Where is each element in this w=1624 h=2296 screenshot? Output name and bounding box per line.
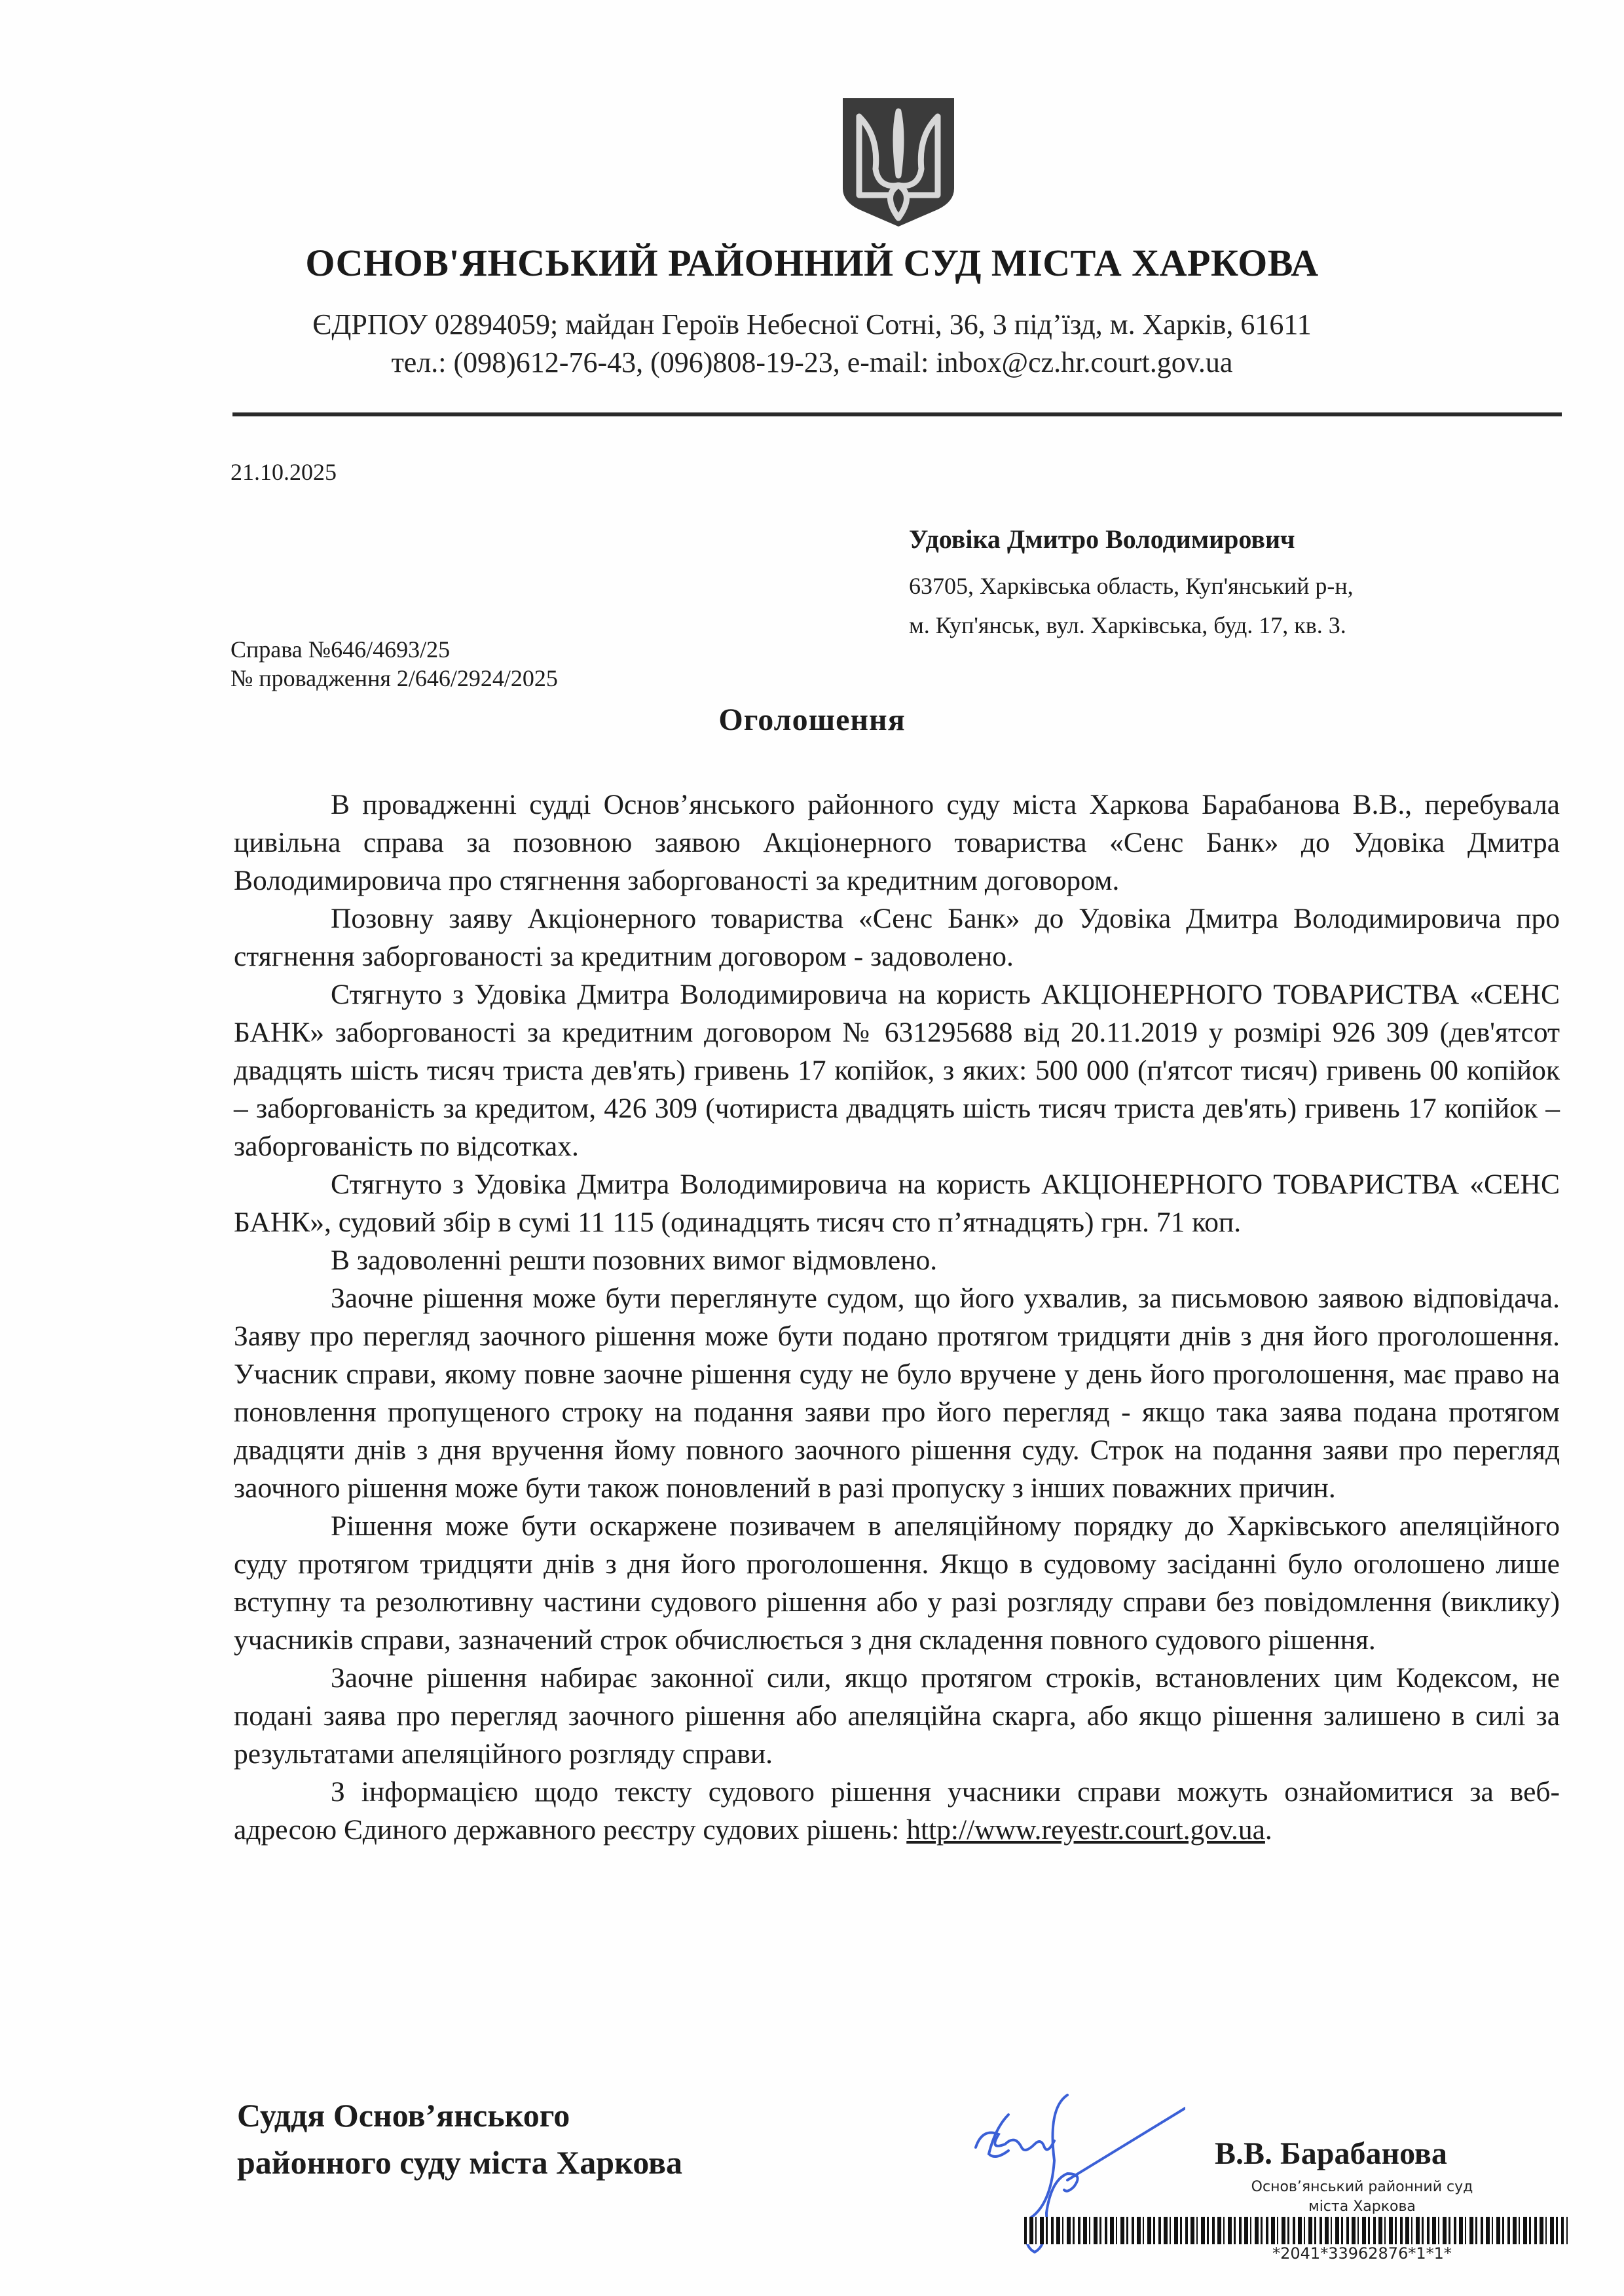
case-number: Справа №646/4693/25 (231, 636, 451, 663)
case-info (231, 635, 558, 693)
stamp-line-2: міста Харкова (1308, 2198, 1416, 2215)
registry-text: З інформацією щодо тексту судового рішення учасники справи можуть ознайомитися за веб-адресою Єдиного державного реєстру судових рішень: (234, 1776, 1560, 1846)
stamp-line-1: Основ’янський районний суд (1251, 2179, 1473, 2195)
body-paragraph: В задоволенні решти позовних вимог відмовлено. (331, 1245, 938, 1276)
barcode-number: *2041*33962876*1*1* (1272, 2244, 1452, 2263)
body-paragraph: В провадженні судді Основ’янського районного суду міста Харкова Барабанова В.В., перебувала цивільна справа за позовною заявою Акціонерного товариства «Сенс Банк» до Удовіка Дмитра Володимировича про стягнення заборгованості за кредитним договором. (234, 789, 1560, 896)
judge-position (237, 2092, 682, 2186)
court-registration-address: ЄДРПОУ 02894059; майдан Героїв Небесної Сотні, 36, 3 під’їзд, м. Харків, 61611 (312, 308, 1312, 340)
body-paragraph: Позовну заяву Акціонерного товариства «Сенс Банк» до Удовіка Дмитра Володимировича про стягнення заборгованості за кредитним договором - задоволено. (234, 903, 1560, 972)
document-title: Оголошення (718, 702, 906, 737)
announcement-body (234, 786, 1560, 1849)
signer-name: В.В. Барабанова (1215, 2136, 1447, 2171)
judge-position-line-1: Суддя Основ’янського (237, 2097, 570, 2134)
court-name: ОСНОВ'ЯНСЬКИЙ РАЙОННИЙ СУД МІСТА ХАРКОВА (305, 242, 1319, 284)
recipient-block (909, 524, 1354, 645)
body-paragraph: Заочне рішення може бути переглянуте судом, що його ухвалив, за письмовою заявою відповідача. Заяву про перегляд заочного рішення може бути подано протягом тридцяти днів з дня його проголошення. Учасник справи, якому повне заочне рішення суду не було вручене у день його проголошення, має право на поновлення пропущеного строку на подання заяви про його перегляд - якщо така заява подана протягом двадцяти днів з дня вручення йому повного заочного рішення суду. Строк на подання заяви про перегляд заочного рішення може бути також поновлений в разі пропуску з інших поважних причин. (234, 1283, 1560, 1504)
trident-emblem-icon (840, 97, 957, 228)
body-paragraph: Рішення може бути оскаржене позивачем в апеляційному порядку до Харківського апеляційного суду протягом тридцяти днів з дня його проголошення. Якщо в судовому засіданні було оголошено лише вступну та резолютивну частини судового рішення або у разі розгляду справи без повідомлення (виклику) учасників справи, зазначений строк обчислюється з дня складення повного судового рішення. (234, 1510, 1560, 1656)
judge-position-line-2: районного суду міста Харкова (237, 2144, 683, 2181)
court-contacts: тел.: (098)612-76-43, (096)808-19-23, e-mail: inbox@cz.hr.court.gov.ua (391, 346, 1233, 378)
body-paragraph-registry (234, 1773, 1560, 1849)
proceeding-number: № провадження 2/646/2924/2025 (231, 665, 558, 691)
document-date: 21.10.2025 (231, 459, 337, 485)
registry-suffix: . (1264, 1814, 1272, 1846)
recipient-address-line-2: м. Куп'янськ, вул. Харківська, буд. 17, кв. 3. (909, 612, 1346, 638)
electronic-stamp (1192, 2178, 1532, 2217)
document-barcode (1024, 2217, 1568, 2244)
recipient-name: Удовіка Дмитро Володимирович (909, 524, 1295, 554)
recipient-address-line-1: 63705, Харківська область, Куп'янський р-н, (909, 573, 1354, 599)
body-paragraph: Стягнуто з Удовіка Дмитра Володимировича на користь АКЦІОНЕРНОГО ТОВАРИСТВА «СЕНС БАНК», судовий збір в сумі 11 115 (одинадцять тисяч сто п’ятнадцять) грн. 71 коп. (234, 1169, 1560, 1238)
registry-link[interactable]: http://www.reyestr.court.gov.ua (906, 1814, 1265, 1846)
body-paragraph: Заочне рішення набирає законної сили, якщо протягом строків, встановлених цим Кодексом, не подані заява про перегляд заочного рішення або апеляційна скарга, або якщо рішення залишено в силі за результатами апеляційного розгляду справи. (234, 1662, 1560, 1770)
body-paragraph: Стягнуто з Удовіка Дмитра Володимировича на користь АКЦІОНЕРНОГО ТОВАРИСТВА «СЕНС БАНК» заборгованості за кредитним договором № 631295688 від 20.11.2019 у розмірі 926 309 (дев'ятсот двадцять шість тисяч триста дев'ять) гривень 17 копійок, з яких: 500 000 (п'ятсот тисяч) гривень 00 копійок – заборгованість за кредитом, 426 309 (чотириста двадцять шість тисяч триста дев'ять) гривень 17 копійок – заборгованість по відсотках. (234, 979, 1560, 1162)
header-divider (232, 412, 1562, 416)
